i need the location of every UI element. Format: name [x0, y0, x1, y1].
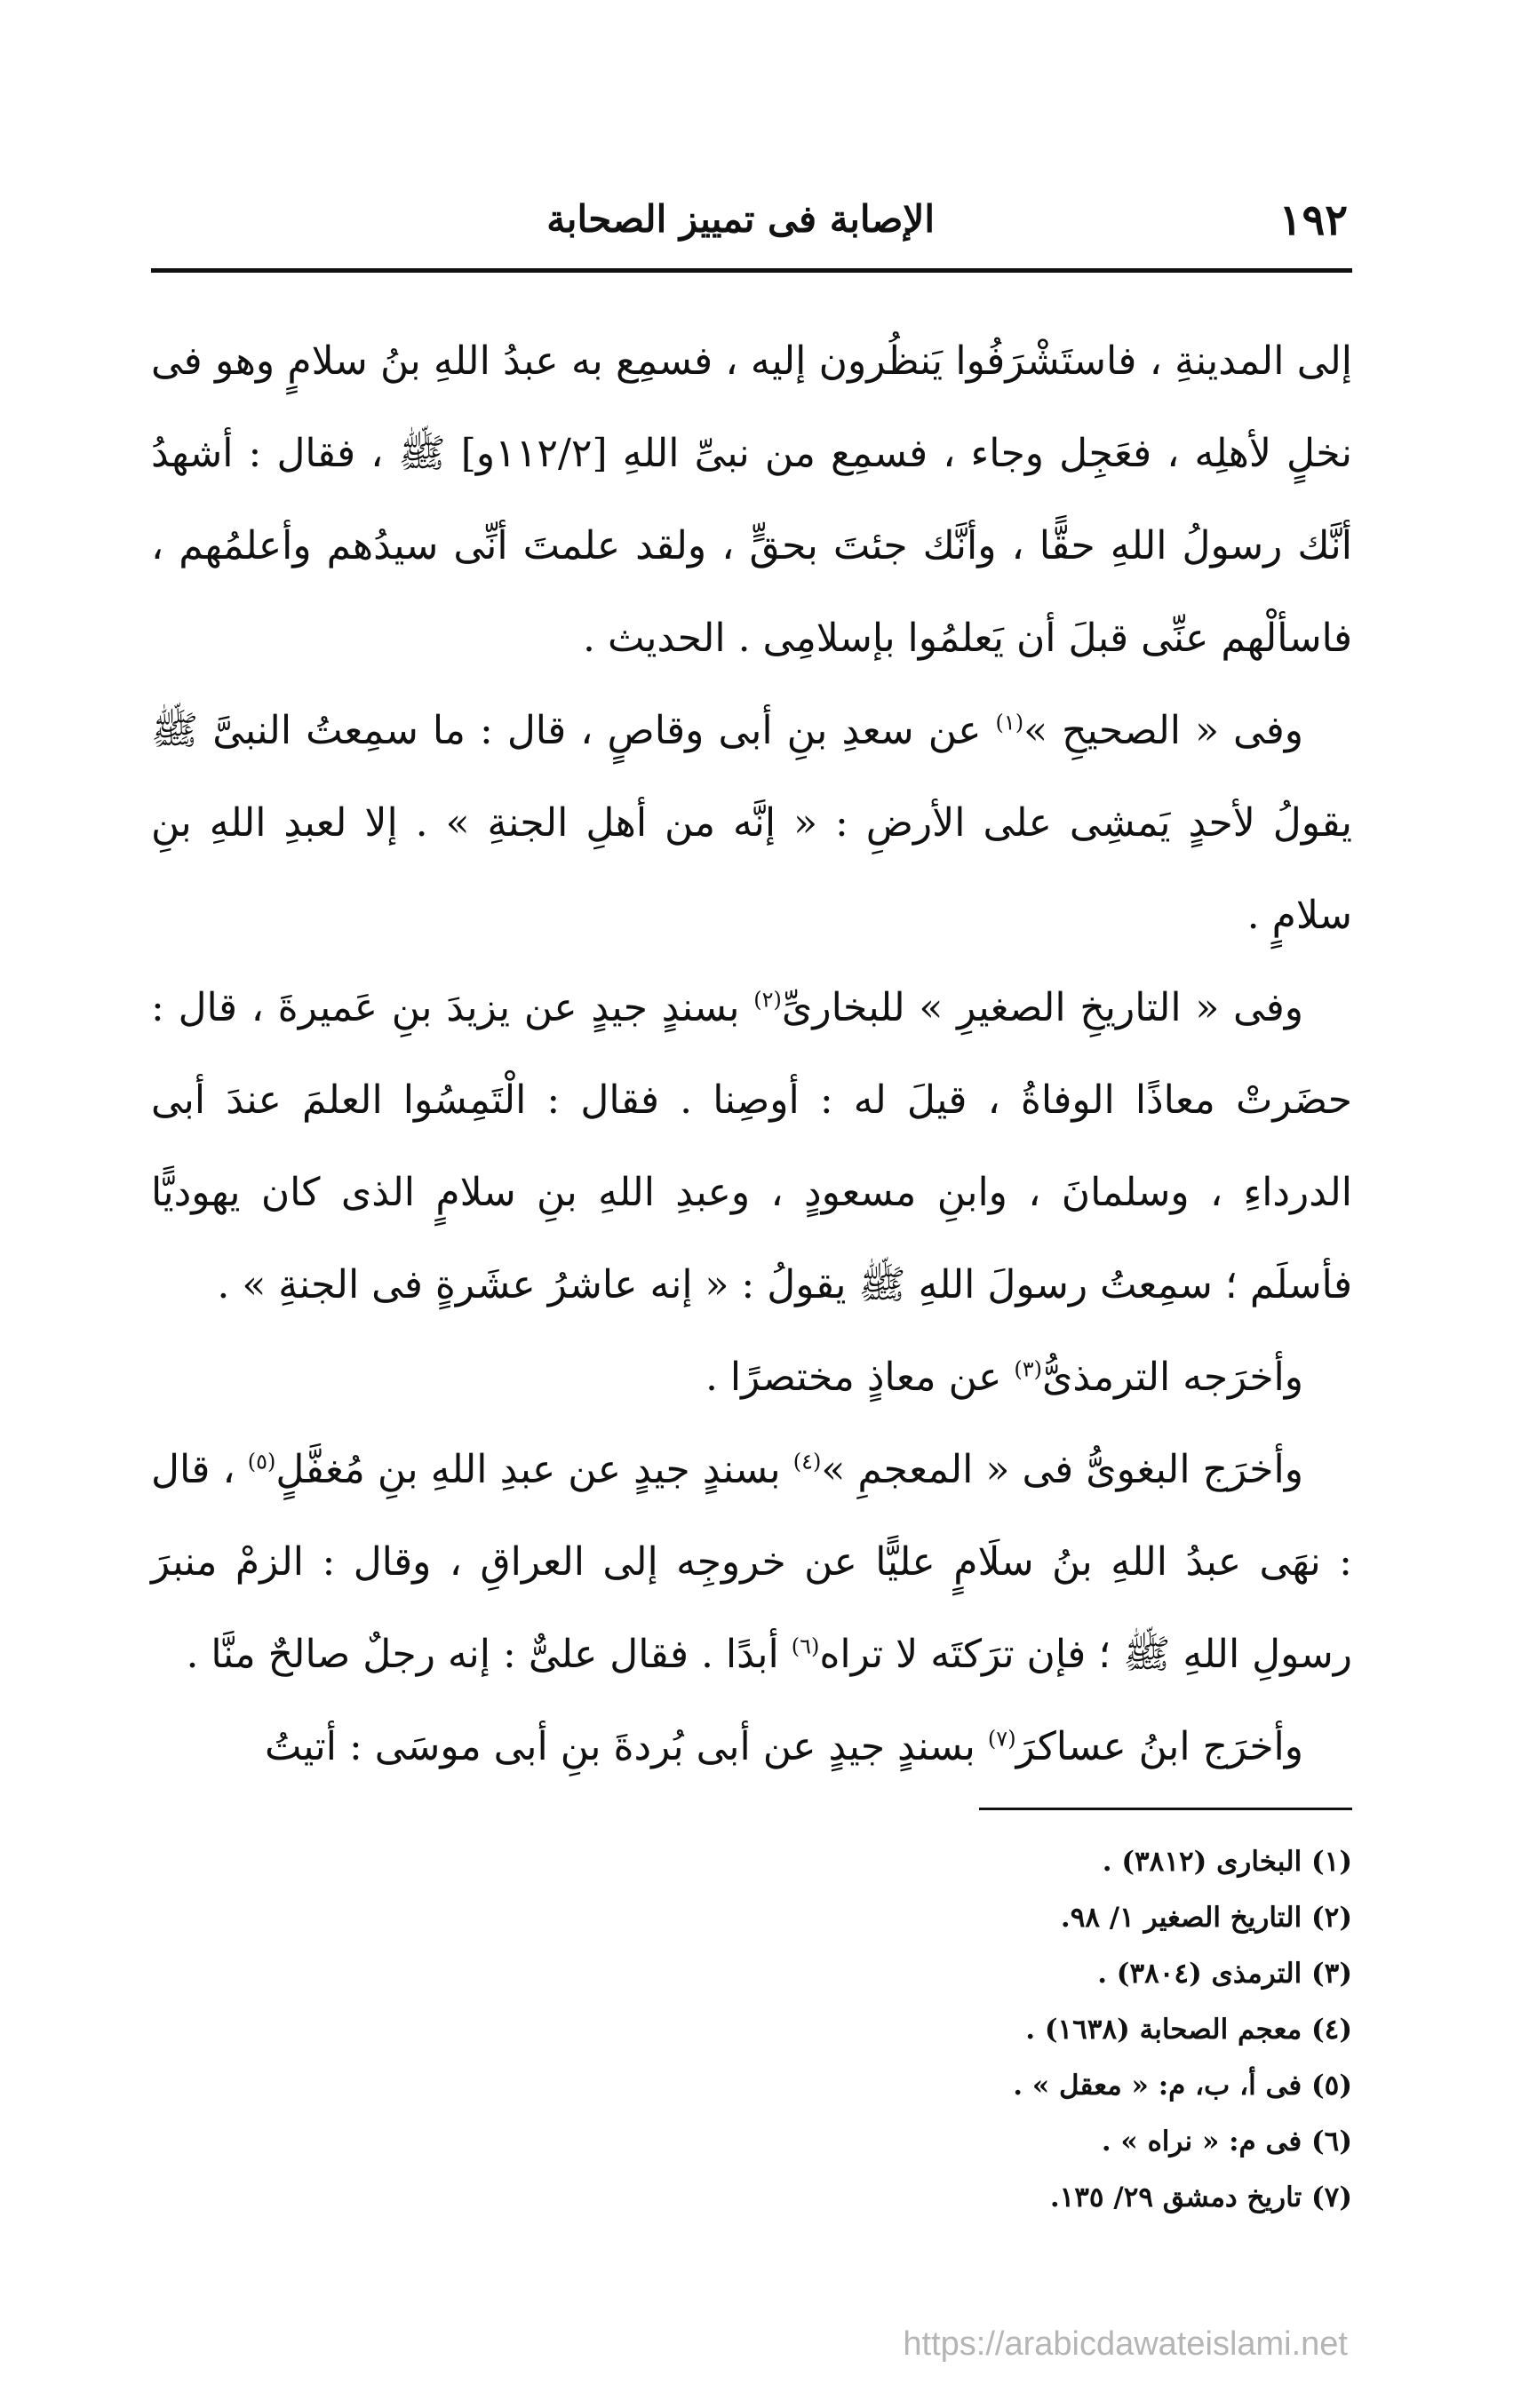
- paragraph-6-text-a: وأخرَج ابنُ عساكرَ: [1015, 1724, 1303, 1769]
- paragraph-4: [151, 1331, 1352, 1424]
- footnote-4: (٤) معجم الصحابة (١٦٣٨) .: [1025, 2014, 1352, 2046]
- footnote-ref-3: (٣): [1014, 1356, 1042, 1382]
- paragraph-1: إلى المدينةِ ، فاستَشْرَفُوا يَنظُرون إليه ، فسمِع به عبدُ اللهِ بنُ سلامٍ وهو فى نخلٍ لأهلِه ، فعَجِل وجاء ، فسمِع من نبىِّ اللهِ [١١٢/٢و] ﷺ ، فقال : أشهدُ أنَّك رسولُ اللهِ حقًّا ، وأنَّك جئتَ بحقٍّ ، ولقد علمتَ أنِّى سيدُهم وأعلمُهم ، فاسألْهم عنِّى قبلَ أن يَعلمُوا بإسلامِى . الحديث .: [151, 338, 1352, 661]
- footnotes: [464, 1834, 1352, 2226]
- footnote-ref-4: (٤): [792, 1449, 822, 1474]
- page-number: ١٩٢: [1278, 195, 1348, 245]
- paragraph-2: [151, 685, 1352, 962]
- footnote-rule: [979, 1808, 1352, 1810]
- paragraph-3-text-a: وفى « التاريخِ الصغيرِ » للبخارىِّ: [781, 985, 1303, 1030]
- footnote-ref-7: (٧): [987, 1726, 1016, 1752]
- footnote-1: (١) البخارى (٣٨١٢) .: [1102, 1846, 1352, 1878]
- footnote-ref-6: (٦): [791, 1633, 820, 1659]
- paragraph-5-text-b: بسندٍ جيدٍ عن عبدِ اللهِ بنِ مُغفَّلٍ: [275, 1447, 793, 1492]
- footnote-7: (٧) تاريخ دمشق ٢٩/ ١٣٥.: [1049, 2182, 1352, 2213]
- paragraph-4-text-b: عن معاذٍ مختصرًا .: [705, 1355, 1015, 1400]
- paragraph-5-text-c: ، قال : نهَى عبدُ اللهِ بنُ سلَامٍ عليًّا عن خروجِه إلى العراقِ ، وقال : الزمْ منبرَ رسولِ اللهِ ﷺ ؛ فإن ترَكتَه لا تراه: [151, 1447, 1352, 1677]
- paragraph-4-text-a: وأخرَجه الترمذىُّ: [1041, 1355, 1303, 1400]
- paragraph-3-text-b: بسندٍ جيدٍ عن يزيدَ بنِ عَميرةَ ، قال : حضَرتْ معاذًا الوفاةُ ، قيلَ له : أوصِنا . فقال : الْتَمِسُوا العلمَ عندَ أبى الدرداءِ ، وسلمانَ ، وابنِ مسعودٍ ، وعبدِ اللهِ بنِ سلامٍ الذى كان يهوديًّا فأسلَم ؛ سمِعتُ رسولَ اللهِ ﷺ يقولُ : « إنه عاشرُ عشَرةٍ فى الجنةِ » .: [151, 985, 1352, 1307]
- header-rule: [151, 268, 1352, 273]
- footnote-3: (٣) الترمذى (٣٨٠٤) .: [1097, 1958, 1352, 1990]
- footnote-6: (٦) فى م: « نراه » .: [1101, 2126, 1352, 2158]
- watermark-url: https://arabicdawateislami.net: [903, 2325, 1348, 2363]
- paragraph-2-text-b: عن سعدِ بنِ أبى وقاصٍ ، قال : ما سمِعتُ النبىَّ ﷺ يقولُ لأحدٍ يَمشِى على الأرضِ : « إنَّه من أهلِ الجنةِ » . إلا لعبدِ اللهِ بنِ سلامٍ .: [151, 708, 1352, 938]
- footnote-2: (٢) التاريخ الصغير ١/ ٩٨.: [1060, 1902, 1352, 1934]
- paragraph-5: [151, 1424, 1352, 1701]
- footnote-5: (٥) فى أ، ب، م: « معقل » .: [1013, 2070, 1352, 2102]
- paragraph-6: [151, 1701, 1352, 1793]
- footnote-ref-5: (٥): [247, 1449, 276, 1474]
- main-text: [151, 315, 1352, 1793]
- paragraph-6-text-b: بسندٍ جيدٍ عن أبى بُردةَ بنِ أبى موسَى : أتيتُ: [265, 1724, 988, 1769]
- paragraph-5-text-a: وأخرَج البغوىُّ فى « المعجمِ »: [821, 1447, 1303, 1492]
- paragraph-2-text-a: وفى « الصحيحِ »: [1023, 708, 1304, 753]
- footnote-ref-1: (١): [995, 710, 1024, 735]
- running-title: الإصابة فى تمييز الصحابة: [546, 197, 935, 241]
- footnote-ref-2: (٢): [753, 987, 782, 1013]
- paragraph-5-text-d: أبدًا . فقال علىٌّ : إنه رجلٌ صالحٌ منَّا .: [186, 1632, 792, 1677]
- paragraph-3: [151, 962, 1352, 1331]
